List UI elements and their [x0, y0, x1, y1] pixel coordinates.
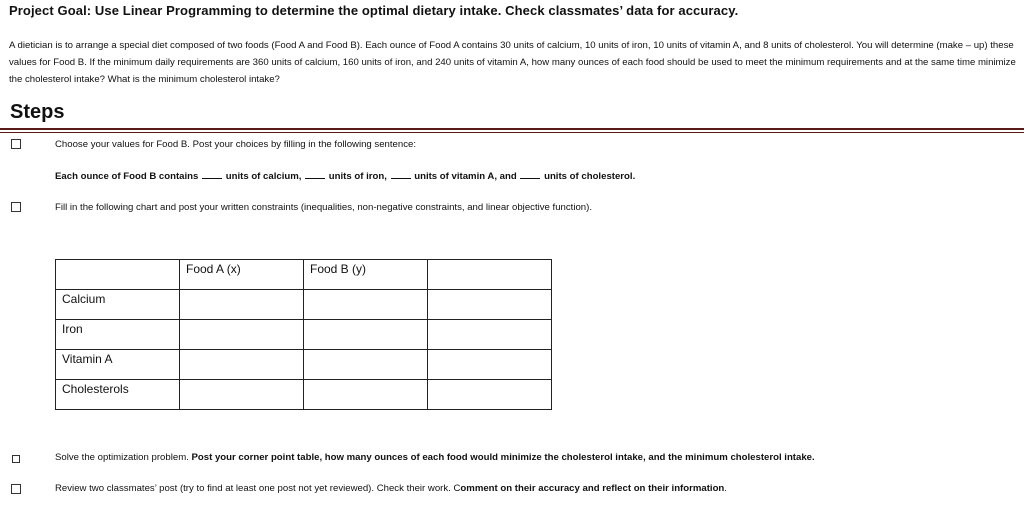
- table-cell[interactable]: [180, 350, 304, 380]
- header-cell: [428, 260, 552, 290]
- step4-checkbox[interactable]: [11, 484, 21, 494]
- table-row: [56, 320, 552, 350]
- sentence-part-3: units of iron,: [328, 171, 387, 182]
- sentence-part-5: units of cholesterol.: [544, 171, 636, 182]
- table-cell[interactable]: [428, 320, 552, 350]
- step4-instruction: [55, 483, 727, 494]
- row-label-calcium: Calcium: [56, 290, 180, 320]
- table-header-row: [56, 260, 552, 290]
- step2-checkbox[interactable]: [11, 202, 21, 212]
- table-cell[interactable]: [180, 380, 304, 410]
- step3-instruction: [55, 452, 815, 463]
- step4-end-text: .: [724, 483, 727, 494]
- row-label-cholesterols: Cholesterols: [56, 380, 180, 410]
- header-cell: [56, 260, 180, 290]
- sentence-part-1: Each ounce of Food B contains: [55, 171, 199, 182]
- vitamin-a-blank[interactable]: [391, 169, 411, 179]
- step3-bold-text: Post your corner point table, how many ounces of each food would minimize the cholesterol intake, and the minimum cholesterol intake.: [191, 452, 815, 463]
- table-row: [56, 380, 552, 410]
- row-label-iron: Iron: [56, 320, 180, 350]
- table-cell[interactable]: [428, 290, 552, 320]
- heading-rule-top: [0, 128, 1024, 130]
- step3-checkbox[interactable]: [12, 455, 20, 463]
- step1-checkbox[interactable]: [11, 139, 21, 149]
- table-cell[interactable]: [304, 290, 428, 320]
- table-cell[interactable]: [428, 380, 552, 410]
- calcium-blank[interactable]: [202, 169, 222, 179]
- step4-plain-text: Review two classmates’ post (try to find at least one post not yet reviewed). Check their work. C: [55, 483, 461, 494]
- iron-blank[interactable]: [305, 169, 325, 179]
- steps-heading: Steps: [10, 101, 65, 123]
- sentence-part-2: units of calcium,: [225, 171, 302, 182]
- cholesterol-blank[interactable]: [520, 169, 540, 179]
- table-cell[interactable]: [304, 320, 428, 350]
- problem-description: A dietician is to arrange a special diet composed of two foods (Food A and Food B). Each ounce of Food A contains 30 units of calcium, 10 units of iron, 10 units of vitamin A, and 8 units of cholesterol. You will determine (make – up) these values for Food B. If the minimum daily requirements are 360 units of calcium, 160 units of iron, and 240 units of vitamin A, how many ounces of each food should be used to meet the minimum requirements and at the same time minimize the cholesterol intake? What is the minimum cholesterol intake?: [9, 40, 1016, 85]
- row-label-vitamin-a: Vitamin A: [56, 350, 180, 380]
- table-cell[interactable]: [304, 380, 428, 410]
- step2-instruction: Fill in the following chart and post your written constraints (inequalities, non-negative constraints, and linear objective function).: [55, 202, 593, 213]
- nutrient-chart: [55, 259, 552, 410]
- table-cell[interactable]: [428, 350, 552, 380]
- heading-rule-bottom: [0, 132, 1024, 133]
- header-cell-food-b: Food B (y): [304, 260, 428, 290]
- table-row: [56, 350, 552, 380]
- table-cell[interactable]: [180, 320, 304, 350]
- table-cell[interactable]: [180, 290, 304, 320]
- table-row: [56, 290, 552, 320]
- project-goal-heading: Project Goal: Use Linear Programming to determine the optimal dietary intake. Check classmates’ data for accuracy.: [9, 3, 739, 18]
- sentence-part-4: units of vitamin A, and: [414, 171, 517, 182]
- step3-plain-text: Solve the optimization problem.: [55, 452, 192, 463]
- step4-bold-text: omment on their accuracy and reflect on their information: [460, 483, 725, 494]
- food-b-sentence: [55, 169, 635, 182]
- header-cell-food-a: Food A (x): [180, 260, 304, 290]
- table-cell[interactable]: [304, 350, 428, 380]
- step1-instruction: Choose your values for Food B. Post your choices by filling in the following sentence:: [55, 139, 417, 150]
